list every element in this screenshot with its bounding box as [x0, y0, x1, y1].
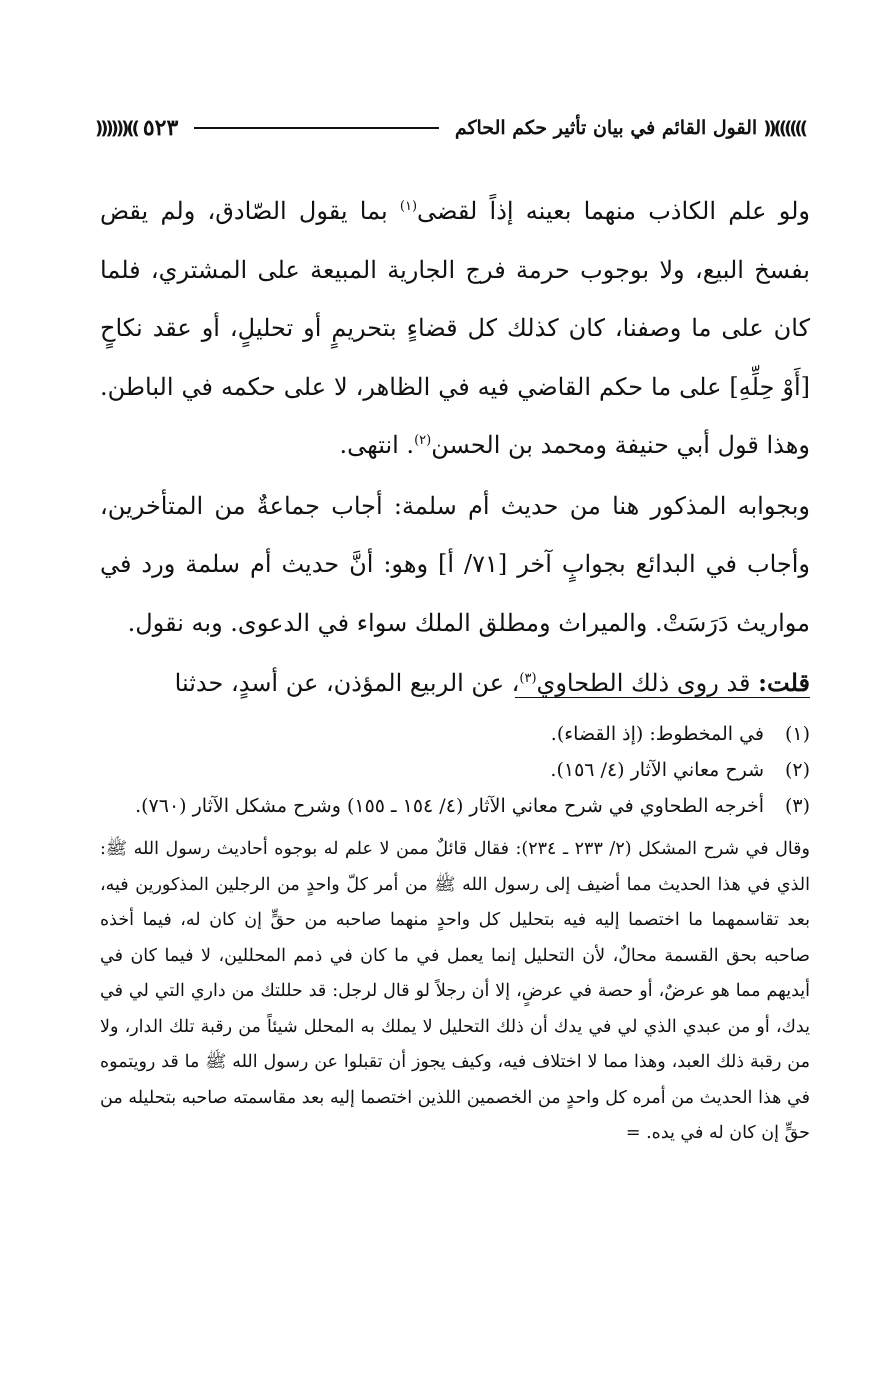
header-ornament-left: ))(((((( [95, 117, 137, 139]
footnote-3-continuation: وقال في شرح المشكل (٢/ ٢٣٣ ـ ٢٣٤): فقال قائلٌ ممن لا علم له بوجوه أحاديث رسول الله ﷺ: الذي في هذا الحديث مما أضيف إلى رسول الله ﷺ من أمر كلّ واحدٍ من الرجلين المذكورين فيه، بعد تقاسمهما ما اختصما إليه فيه بتحليل كل واحدٍ منهما صاحبه من حقٍّ إن كان له، فيما أخذه صاحبه بحق القسمة محالٌ، لأن التحليل إنما يعمل في ما كان في ذمم المحللين، لا فيما كان في أيديهم مما هو عرضٌ، أو حصة في عرضٍ، إلا أن رجلاً لو قال لرجل: قد حللتك من داري التي لي في يدك، أو من عبدي الذي لي في يدك أن ذلك التحليل لا يملك به المحلل شيئاً من رقبة تلك الدار، ولا من رقبة ذلك العبد، وهذا مما لا اختلاف فيه، وكيف يجوز أن تقبلوا عن رسول الله ﷺ ما قد رويتموه في هذا الحديث من أمره كل واحدٍ من الخصمين اللذين اختصما إليه بعد مقاسمته صاحبه بتحليله من حقٍّ إن كان له في يده. = [100, 839, 810, 1143]
footnote-text: في المخطوط: (إذ القضاء). [550, 723, 764, 745]
paragraph-3: قلت: قد روى ذلك الطحاوي$^{(٣)}$، عن الربيع المؤذن، عن أسدٍ، حدثنا [174, 668, 810, 697]
footnote-ref-2: (٢) [414, 433, 432, 448]
paragraph-2: وبجوابه المذكور هنا من حديث أم سلمة: أجاب جماعةٌ من المتأخرين، وأجاب في البدائع بجوابٍ آخر [٧١/ أ] وهو: أنَّ حديث أم سلمة ورد في مواريث دَرَسَتْ. والميراث ومطلق الملك سواء في الدعوى. وبه نقول. [100, 491, 810, 637]
footnote-text: أخرجه الطحاوي في شرح معاني الآثار (٤/ ١٥٤ ـ ١٥٥) وشرح مشكل الآثار (٧٦٠). [135, 795, 764, 817]
header-rule [194, 127, 439, 129]
footnote-text: شرح معاني الآثار (٤/ ١٥٦). [550, 759, 764, 781]
qultu-lead: قلت: [758, 668, 810, 697]
footnote-2 [100, 752, 810, 788]
running-header [95, 104, 805, 152]
footnote-number: (٢) [784, 759, 810, 781]
footnote-3 [100, 788, 810, 824]
footnote-number: (١) [784, 723, 810, 745]
main-text [100, 182, 810, 713]
footnote-ref-3: (٣) [519, 671, 537, 686]
paragraph-1: ولو علم الكاذب منهما بعينه إذاً لقضى$^{(١)}$ بما يقول الصّادق، ولم يقض بفسخ البيع، ولا بوجوب حرمة فرج الجارية المبيعة على المشتري، فلما كان على ما وصفنا، كان كذلك كل قضاءٍ بتحريمٍ أو تحليلٍ، أو عقد نكاحٍ [أَوْ حِلِّهِ] على ما حكم القاضي فيه في الظاهر، لا على حكمه في الباطن. وهذا قول أبي حنيفة ومحمد بن الحسن$^{(٢)}$. انتهى. [100, 197, 811, 459]
page-number: ٥٢٣ [142, 115, 179, 141]
footnote-1 [100, 716, 810, 752]
book-title: القول القائم في بيان تأثير حكم الحاكم [454, 117, 758, 139]
footnote-number: (٣) [784, 795, 810, 817]
footnotes [100, 716, 810, 1152]
header-ornament-right: ))))))(( [763, 117, 805, 139]
footnote-ref-1: (١) [399, 199, 418, 214]
footnote-separator [515, 697, 810, 698]
